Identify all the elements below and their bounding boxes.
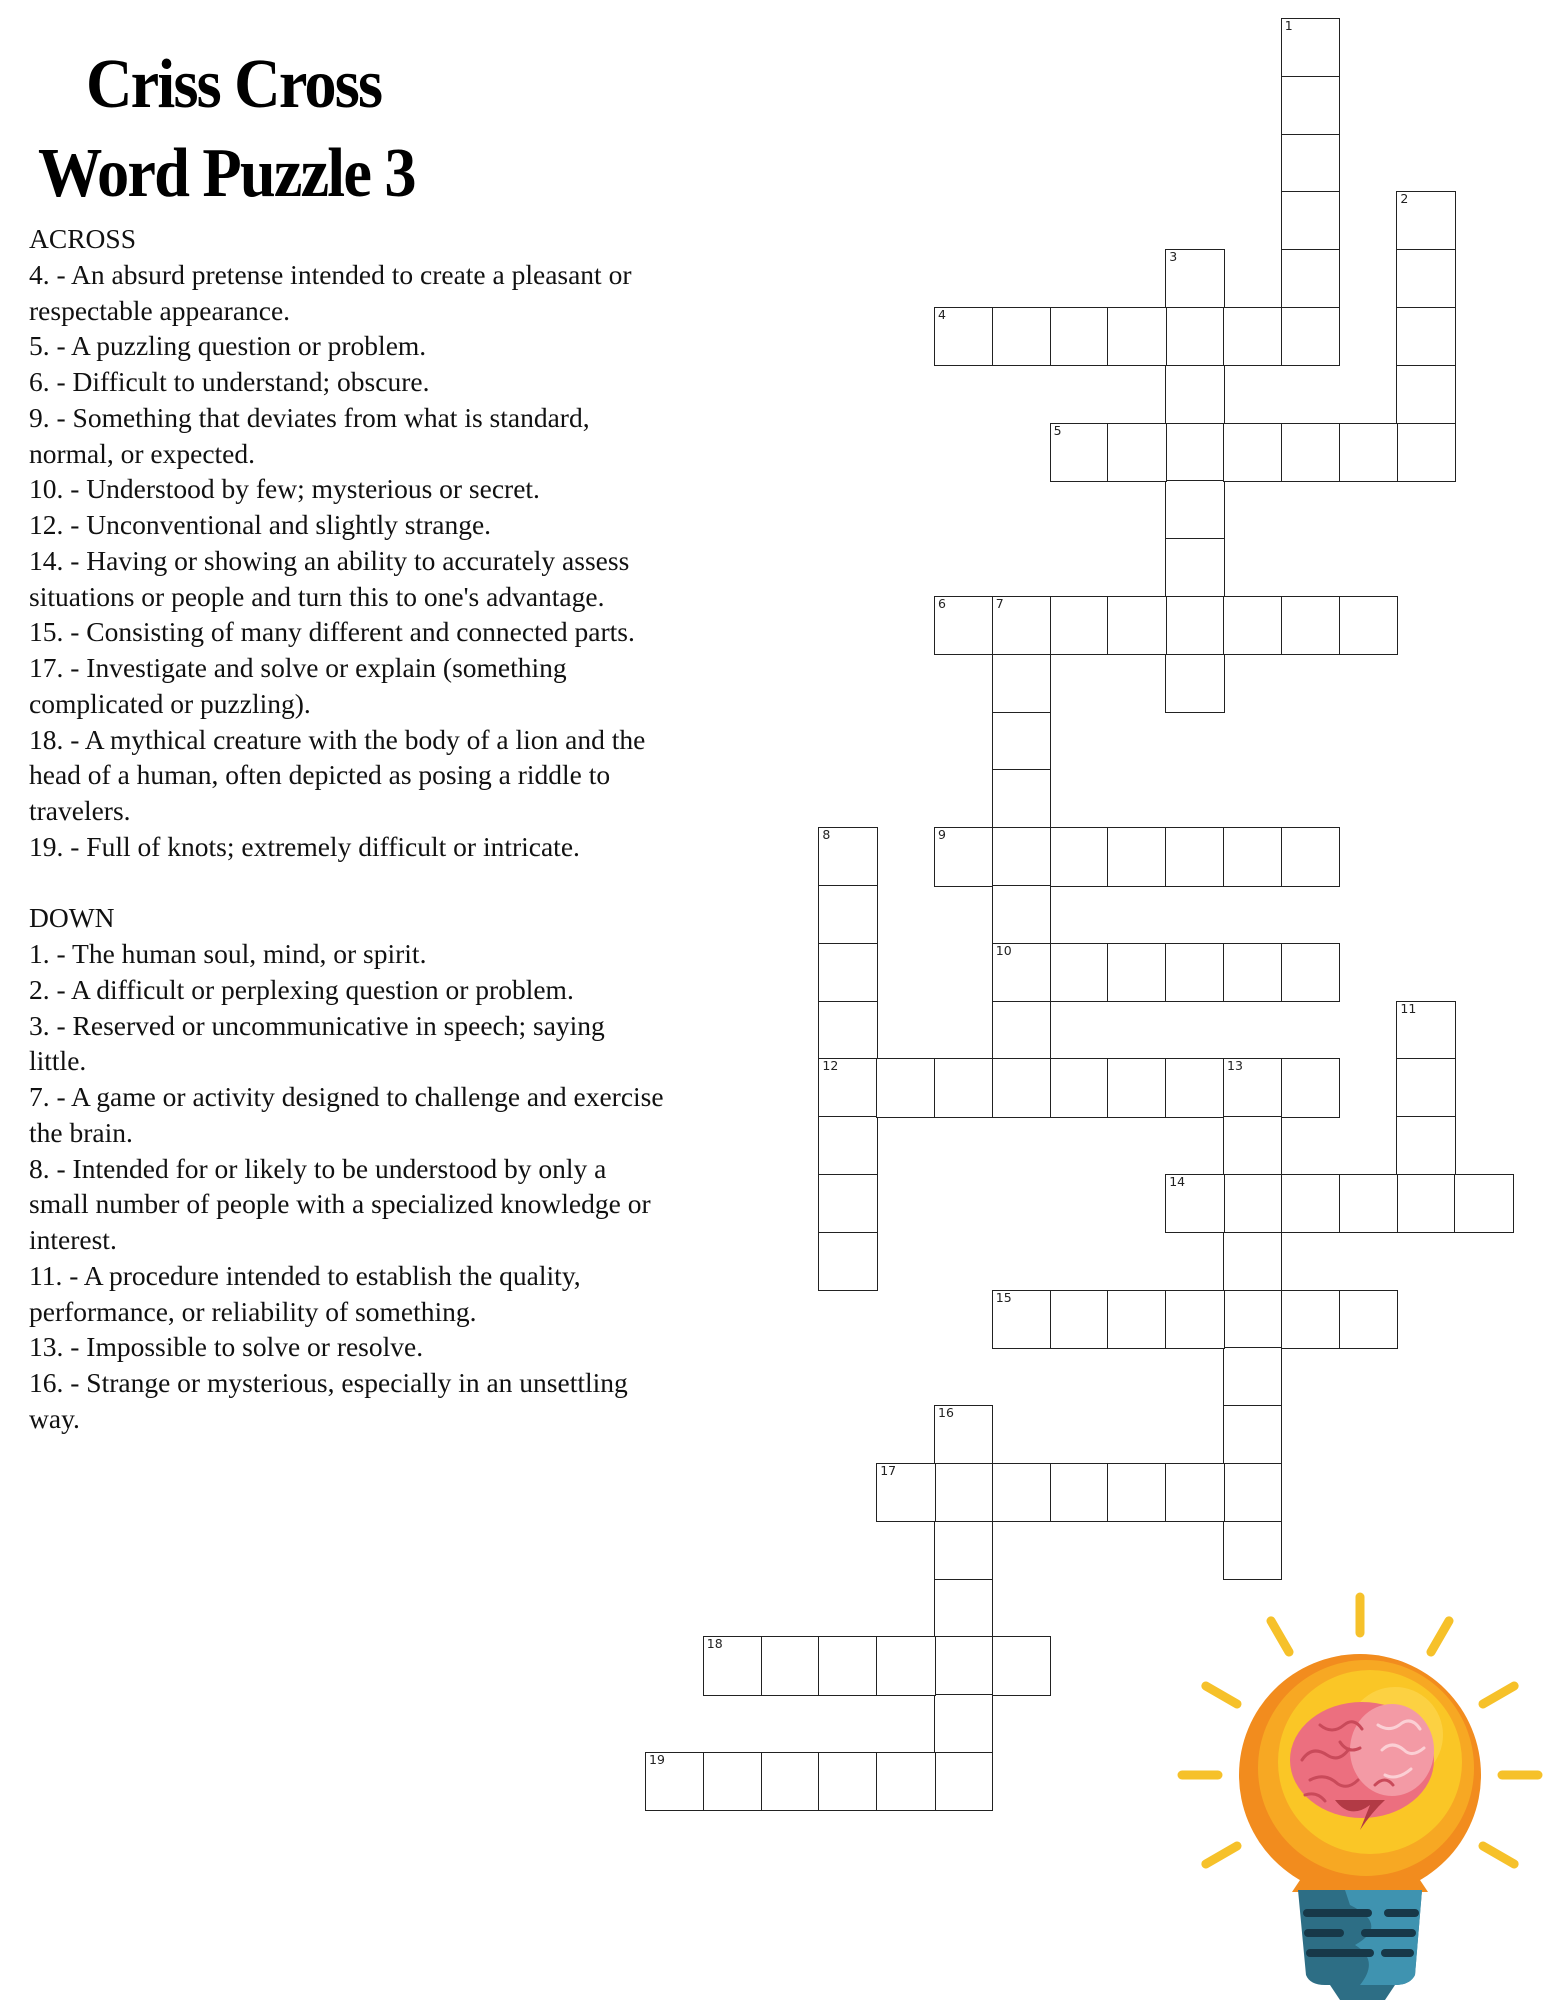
grid-cell[interactable]	[818, 827, 877, 886]
grid-cell[interactable]	[934, 1752, 993, 1811]
grid-cell[interactable]	[1223, 1347, 1282, 1406]
grid-cell[interactable]	[1396, 1116, 1455, 1175]
cell-number: 7	[995, 596, 1004, 611]
grid-cell[interactable]	[1339, 1174, 1398, 1233]
grid-cell[interactable]	[818, 885, 877, 944]
grid-cell[interactable]	[1223, 943, 1282, 1002]
grid-cell[interactable]	[1050, 423, 1109, 482]
grid-cell[interactable]	[1396, 307, 1455, 366]
grid-cell[interactable]	[761, 1752, 820, 1811]
light-ray	[1206, 1686, 1237, 1704]
grid-cell[interactable]	[1223, 1463, 1282, 1522]
grid-cell[interactable]	[1281, 76, 1340, 135]
grid-cell[interactable]	[1107, 1463, 1166, 1522]
grid-cell[interactable]	[703, 1752, 762, 1811]
cell-number: 12	[822, 1058, 839, 1074]
grid-cell[interactable]	[876, 1058, 935, 1117]
grid-cell[interactable]	[1165, 1058, 1224, 1117]
cell-number: 14	[1169, 1174, 1186, 1189]
across-clue-9: 9. - Something that deviates from what is standard, normal, or expected.	[29, 401, 590, 469]
grid-cell[interactable]	[1165, 307, 1224, 366]
cell-number: 11	[1400, 1000, 1417, 1016]
grid-cell[interactable]	[1339, 1290, 1398, 1349]
grid-cell[interactable]	[992, 943, 1051, 1002]
grid-cell[interactable]	[992, 827, 1051, 886]
grid-cell[interactable]	[818, 1636, 877, 1695]
grid-cell[interactable]	[1107, 596, 1166, 655]
grid-cell[interactable]	[1339, 596, 1398, 655]
grid-cell[interactable]	[1050, 1290, 1109, 1349]
grid-cell[interactable]	[1107, 1058, 1166, 1117]
grid-cell[interactable]	[1107, 307, 1166, 366]
cell-number: 18	[706, 1636, 723, 1652]
grid-cell[interactable]	[1107, 1290, 1166, 1349]
grid-cell[interactable]	[1050, 1058, 1109, 1117]
cell-number: 4	[938, 307, 946, 322]
grid-cell[interactable]	[1050, 827, 1109, 886]
title-line-1: Criss Cross	[86, 46, 382, 123]
grid-cell[interactable]	[1165, 249, 1224, 308]
across-clue-12: 12. - Unconventional and slightly strange.	[29, 509, 492, 540]
grid-cell[interactable]	[818, 1001, 877, 1060]
cell-number: 8	[822, 827, 831, 843]
grid-cell[interactable]	[761, 1636, 820, 1695]
grid-cell[interactable]	[1107, 943, 1166, 1002]
grid-cell[interactable]	[1223, 1232, 1282, 1291]
grid-cell[interactable]	[1165, 654, 1224, 713]
grid-cell[interactable]	[1281, 191, 1340, 250]
grid-cell[interactable]	[703, 1636, 762, 1695]
grid-cell[interactable]	[992, 712, 1051, 771]
down-clue-16: 16. - Strange or mysterious, especially in an unsettling way.	[29, 1367, 628, 1434]
down-clue-3: 3. - Reserved or uncommunicative in speech; saying little.	[29, 1009, 605, 1077]
grid-cell[interactable]	[1165, 943, 1224, 1002]
grid-cell[interactable]	[934, 307, 993, 366]
cell-number: 3	[1169, 249, 1178, 265]
across-clue-17: 17. - Investigate and solve or explain (something complicated or puzzling).	[29, 652, 567, 719]
grid-cell[interactable]	[818, 1116, 877, 1175]
grid-cell[interactable]	[934, 1405, 993, 1464]
down-clue-13: 13. - Impossible to solve or resolve.	[29, 1331, 424, 1363]
grid-cell[interactable]	[818, 1174, 877, 1233]
grid-cell[interactable]	[934, 1521, 993, 1580]
grid-cell[interactable]	[1223, 1174, 1282, 1233]
grid-cell[interactable]	[934, 1694, 993, 1753]
title-line-2: Word Puzzle 3	[38, 135, 415, 212]
grid-cell[interactable]	[1165, 1174, 1224, 1233]
grid-cell[interactable]	[1107, 827, 1166, 886]
grid-cell[interactable]	[934, 1636, 993, 1695]
grid-cell[interactable]	[1223, 1290, 1282, 1349]
down-clue-7: 7. - A game or activity designed to challenge and exercise the brain.	[29, 1081, 664, 1148]
grid-cell[interactable]	[1396, 365, 1455, 424]
clue-list	[29, 221, 664, 1437]
grid-cell[interactable]	[1339, 423, 1398, 482]
down-clue-1: 1. - The human soul, mind, or spirit.	[29, 938, 427, 969]
down-clue-2: 2. - A difficult or perplexing question or problem.	[29, 973, 574, 1005]
grid-cell[interactable]	[992, 1001, 1051, 1060]
grid-cell[interactable]	[1223, 1058, 1282, 1117]
lightbulb-brain-icon	[1150, 1550, 1545, 2000]
grid-cell[interactable]	[1396, 423, 1455, 482]
grid-cell[interactable]	[1223, 307, 1282, 366]
grid-cell[interactable]	[1050, 1463, 1109, 1522]
grid-cell[interactable]	[818, 943, 877, 1002]
across-clue-14: 14. - Having or showing an ability to accurately assess situations or people and turn this to one's advantage.	[29, 544, 630, 612]
grid-cell[interactable]	[992, 307, 1051, 366]
cell-number: 13	[1227, 1058, 1243, 1074]
grid-cell[interactable]	[992, 885, 1051, 944]
grid-cell[interactable]	[1281, 134, 1340, 193]
across-clues	[29, 257, 664, 865]
across-heading: ACROSS	[29, 223, 136, 254]
grid-cell[interactable]	[1396, 191, 1455, 250]
grid-cell[interactable]	[818, 1058, 877, 1117]
cell-number: 15	[995, 1289, 1012, 1305]
grid-cell[interactable]	[1396, 1058, 1455, 1117]
grid-cell[interactable]	[1223, 827, 1282, 886]
grid-cell[interactable]	[1165, 1290, 1224, 1349]
cell-number: 16	[938, 1405, 954, 1421]
cell-number: 17	[880, 1463, 897, 1478]
grid-cell[interactable]	[1281, 596, 1340, 655]
grid-cell[interactable]	[1165, 827, 1224, 886]
light-ray	[1483, 1686, 1514, 1704]
grid-cell[interactable]	[992, 654, 1051, 713]
grid-cell[interactable]	[934, 827, 993, 886]
grid-cell[interactable]	[1281, 1290, 1340, 1349]
grid-cell[interactable]	[1165, 480, 1224, 539]
across-clue-6: 6. - Difficult to understand; obscure.	[29, 366, 430, 397]
cell-number: 9	[938, 827, 946, 843]
grid-cell[interactable]	[1396, 249, 1455, 308]
light-ray	[1271, 1621, 1289, 1652]
grid-cell[interactable]	[1165, 1463, 1224, 1522]
grid-cell[interactable]	[1281, 18, 1340, 77]
grid-cell[interactable]	[992, 1636, 1051, 1695]
cell-number: 10	[995, 942, 1012, 958]
grid-cell[interactable]	[876, 1752, 935, 1811]
grid-cell[interactable]	[1050, 943, 1109, 1002]
grid-cell[interactable]	[992, 1463, 1051, 1522]
grid-cell[interactable]	[876, 1463, 935, 1522]
cell-number: 19	[649, 1752, 665, 1767]
light-ray	[1483, 1846, 1514, 1864]
grid-cell[interactable]	[992, 596, 1051, 655]
grid-cell[interactable]	[992, 1290, 1051, 1349]
grid-cell[interactable]	[992, 769, 1051, 828]
cell-number: 6	[938, 596, 946, 611]
grid-cell[interactable]	[1223, 1405, 1282, 1464]
grid-cell[interactable]	[934, 1463, 993, 1522]
grid-cell[interactable]	[1107, 423, 1166, 482]
grid-cell[interactable]	[1281, 249, 1340, 308]
grid-cell[interactable]	[1281, 307, 1340, 366]
grid-cell[interactable]	[1281, 423, 1340, 482]
grid-cell[interactable]	[934, 1579, 993, 1638]
across-clue-5: 5. - A puzzling question or problem.	[29, 330, 427, 362]
grid-cell[interactable]	[645, 1752, 704, 1811]
grid-cell[interactable]	[1050, 596, 1109, 655]
grid-cell[interactable]	[1281, 943, 1340, 1002]
light-ray	[1206, 1846, 1237, 1864]
across-clue-18: 18. - A mythical creature with the body of a lion and the head of a human, often depicted as posing a riddle to travelers.	[29, 723, 646, 826]
grid-cell[interactable]	[1454, 1174, 1513, 1233]
cell-number: 2	[1400, 191, 1409, 207]
down-clue-8: 8. - Intended for or likely to be understood by only a small number of people with a specialized knowledge or interest.	[29, 1152, 651, 1255]
across-clue-10: 10. - Understood by few; mysterious or secret.	[29, 473, 540, 505]
down-heading: DOWN	[29, 902, 115, 934]
grid-cell[interactable]	[1165, 423, 1224, 482]
grid-cell[interactable]	[1396, 1174, 1455, 1233]
grid-cell[interactable]	[1223, 1116, 1282, 1175]
grid-cell[interactable]	[1223, 423, 1282, 482]
down-clues	[29, 936, 664, 1437]
grid-cell[interactable]	[1050, 307, 1109, 366]
grid-cell[interactable]	[992, 1058, 1051, 1117]
grid-cell[interactable]	[934, 1058, 993, 1117]
grid-cell[interactable]	[1165, 365, 1224, 424]
across-clue-19: 19. - Full of knots; extremely difficult or intricate.	[29, 830, 580, 862]
grid-cell[interactable]	[1223, 596, 1282, 655]
across-clue-4: 4. - An absurd pretense intended to create a pleasant or respectable appearance.	[29, 258, 632, 326]
across-clue-15: 15. - Consisting of many different and connected parts.	[29, 616, 635, 648]
grid-cell[interactable]	[1165, 596, 1224, 655]
grid-cell[interactable]	[876, 1636, 935, 1695]
grid-cell[interactable]	[1281, 1058, 1340, 1117]
grid-cell[interactable]	[1396, 1001, 1455, 1060]
grid-cell[interactable]	[934, 596, 993, 655]
light-ray	[1431, 1621, 1449, 1652]
grid-cell[interactable]	[818, 1752, 877, 1811]
grid-cell[interactable]	[818, 1232, 877, 1291]
grid-cell[interactable]	[1281, 827, 1340, 886]
grid-cell[interactable]	[1165, 538, 1224, 597]
cell-number: 1	[1284, 18, 1293, 33]
grid-cell[interactable]	[1281, 1174, 1340, 1233]
cell-number: 5	[1053, 422, 1062, 438]
down-clue-11: 11. - A procedure intended to establish the quality, performance, or reliability of something.	[29, 1259, 581, 1327]
